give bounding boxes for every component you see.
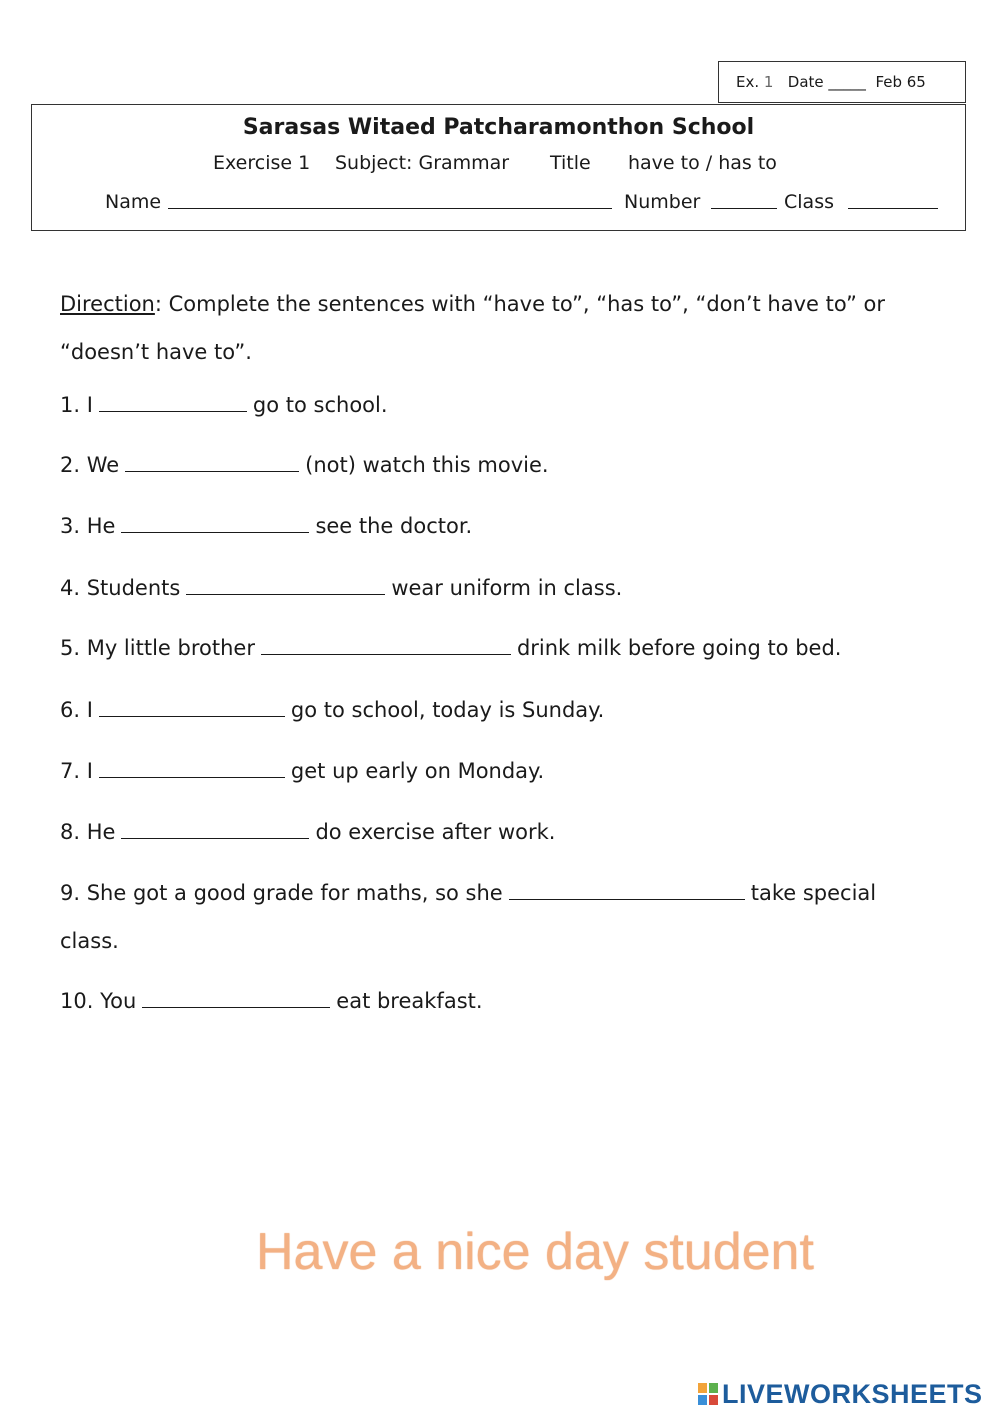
- question-text: see the doctor.: [315, 514, 473, 538]
- answer-blank[interactable]: [142, 989, 330, 1008]
- question-2: [60, 453, 549, 477]
- question-9: [60, 881, 876, 905]
- answer-blank[interactable]: [121, 820, 309, 839]
- question-9-continuation: class.: [60, 929, 119, 953]
- question-text: 1. I: [60, 393, 93, 417]
- worksheet-header: [31, 104, 966, 231]
- footer-message: Have a nice day student: [256, 1223, 814, 1281]
- answer-blank[interactable]: [186, 576, 385, 595]
- subject-label: Subject: Grammar: [335, 152, 510, 174]
- name-label: Name: [105, 191, 162, 213]
- question-text: 4. Students: [60, 576, 181, 600]
- class-field[interactable]: [848, 191, 938, 214]
- exercise-date-box: [718, 61, 966, 103]
- school-name: Sarasas Witaed Patcharamonthon School: [242, 115, 755, 140]
- question-text: 9. She got a good grade for maths, so she: [60, 881, 503, 905]
- answer-blank[interactable]: [99, 393, 247, 412]
- direction-label: Direction: [60, 292, 155, 316]
- number-field[interactable]: [711, 191, 777, 214]
- logo-text: LIVEWORKSHEETS: [722, 1378, 983, 1409]
- question-text: 10. You: [60, 989, 137, 1013]
- question-8: [60, 820, 555, 844]
- question-6: [60, 698, 604, 722]
- question-text: (not) watch this movie.: [305, 453, 549, 477]
- question-10: [60, 989, 483, 1013]
- answer-blank[interactable]: [121, 514, 309, 533]
- ex-number: 1: [763, 73, 774, 91]
- date-label: Date _____: [787, 73, 866, 91]
- title-value: have to / has to: [628, 152, 777, 174]
- question-text: 7. I: [60, 759, 93, 783]
- answer-blank[interactable]: [99, 759, 285, 778]
- question-text: wear uniform in class.: [391, 576, 623, 600]
- answer-blank[interactable]: [125, 453, 299, 472]
- question-text: go to school, today is Sunday.: [290, 698, 605, 722]
- ex-label: Ex.: [736, 73, 760, 91]
- class-label: Class: [784, 191, 834, 213]
- number-label: Number: [624, 191, 701, 213]
- question-text: go to school.: [252, 393, 388, 417]
- answer-blank[interactable]: [99, 698, 285, 717]
- answer-blank[interactable]: [261, 636, 511, 655]
- question-text: get up early on Monday.: [290, 759, 545, 783]
- question-4: [60, 576, 622, 600]
- name-field[interactable]: [168, 191, 612, 214]
- question-text: drink milk before going to bed.: [516, 636, 842, 660]
- question-3: [60, 514, 472, 538]
- question-5: [60, 636, 841, 660]
- question-text: 3. He: [60, 514, 116, 538]
- question-7: [60, 759, 544, 783]
- exercise-label: Exercise 1: [213, 152, 311, 174]
- date-value: Feb 65: [875, 73, 926, 91]
- direction-text: : Complete the sentences with “have to”, “has to”, “don’t have to” or “doesn’t have to”.: [60, 292, 885, 364]
- question-text: 8. He: [60, 820, 116, 844]
- answer-blank[interactable]: [509, 881, 745, 900]
- title-label: Title: [550, 152, 591, 174]
- question-text: 6. I: [60, 698, 93, 722]
- question-text: do exercise after work.: [315, 820, 556, 844]
- question-text: eat breakfast.: [336, 989, 483, 1013]
- question-text: 5. My little brother: [60, 636, 255, 660]
- question-text: take special: [750, 881, 877, 905]
- question-1: [60, 393, 388, 417]
- question-text: 2. We: [60, 453, 120, 477]
- direction: [60, 280, 940, 376]
- liveworksheets-logo-icon: [698, 1383, 718, 1405]
- liveworksheets-logo: [698, 1377, 983, 1411]
